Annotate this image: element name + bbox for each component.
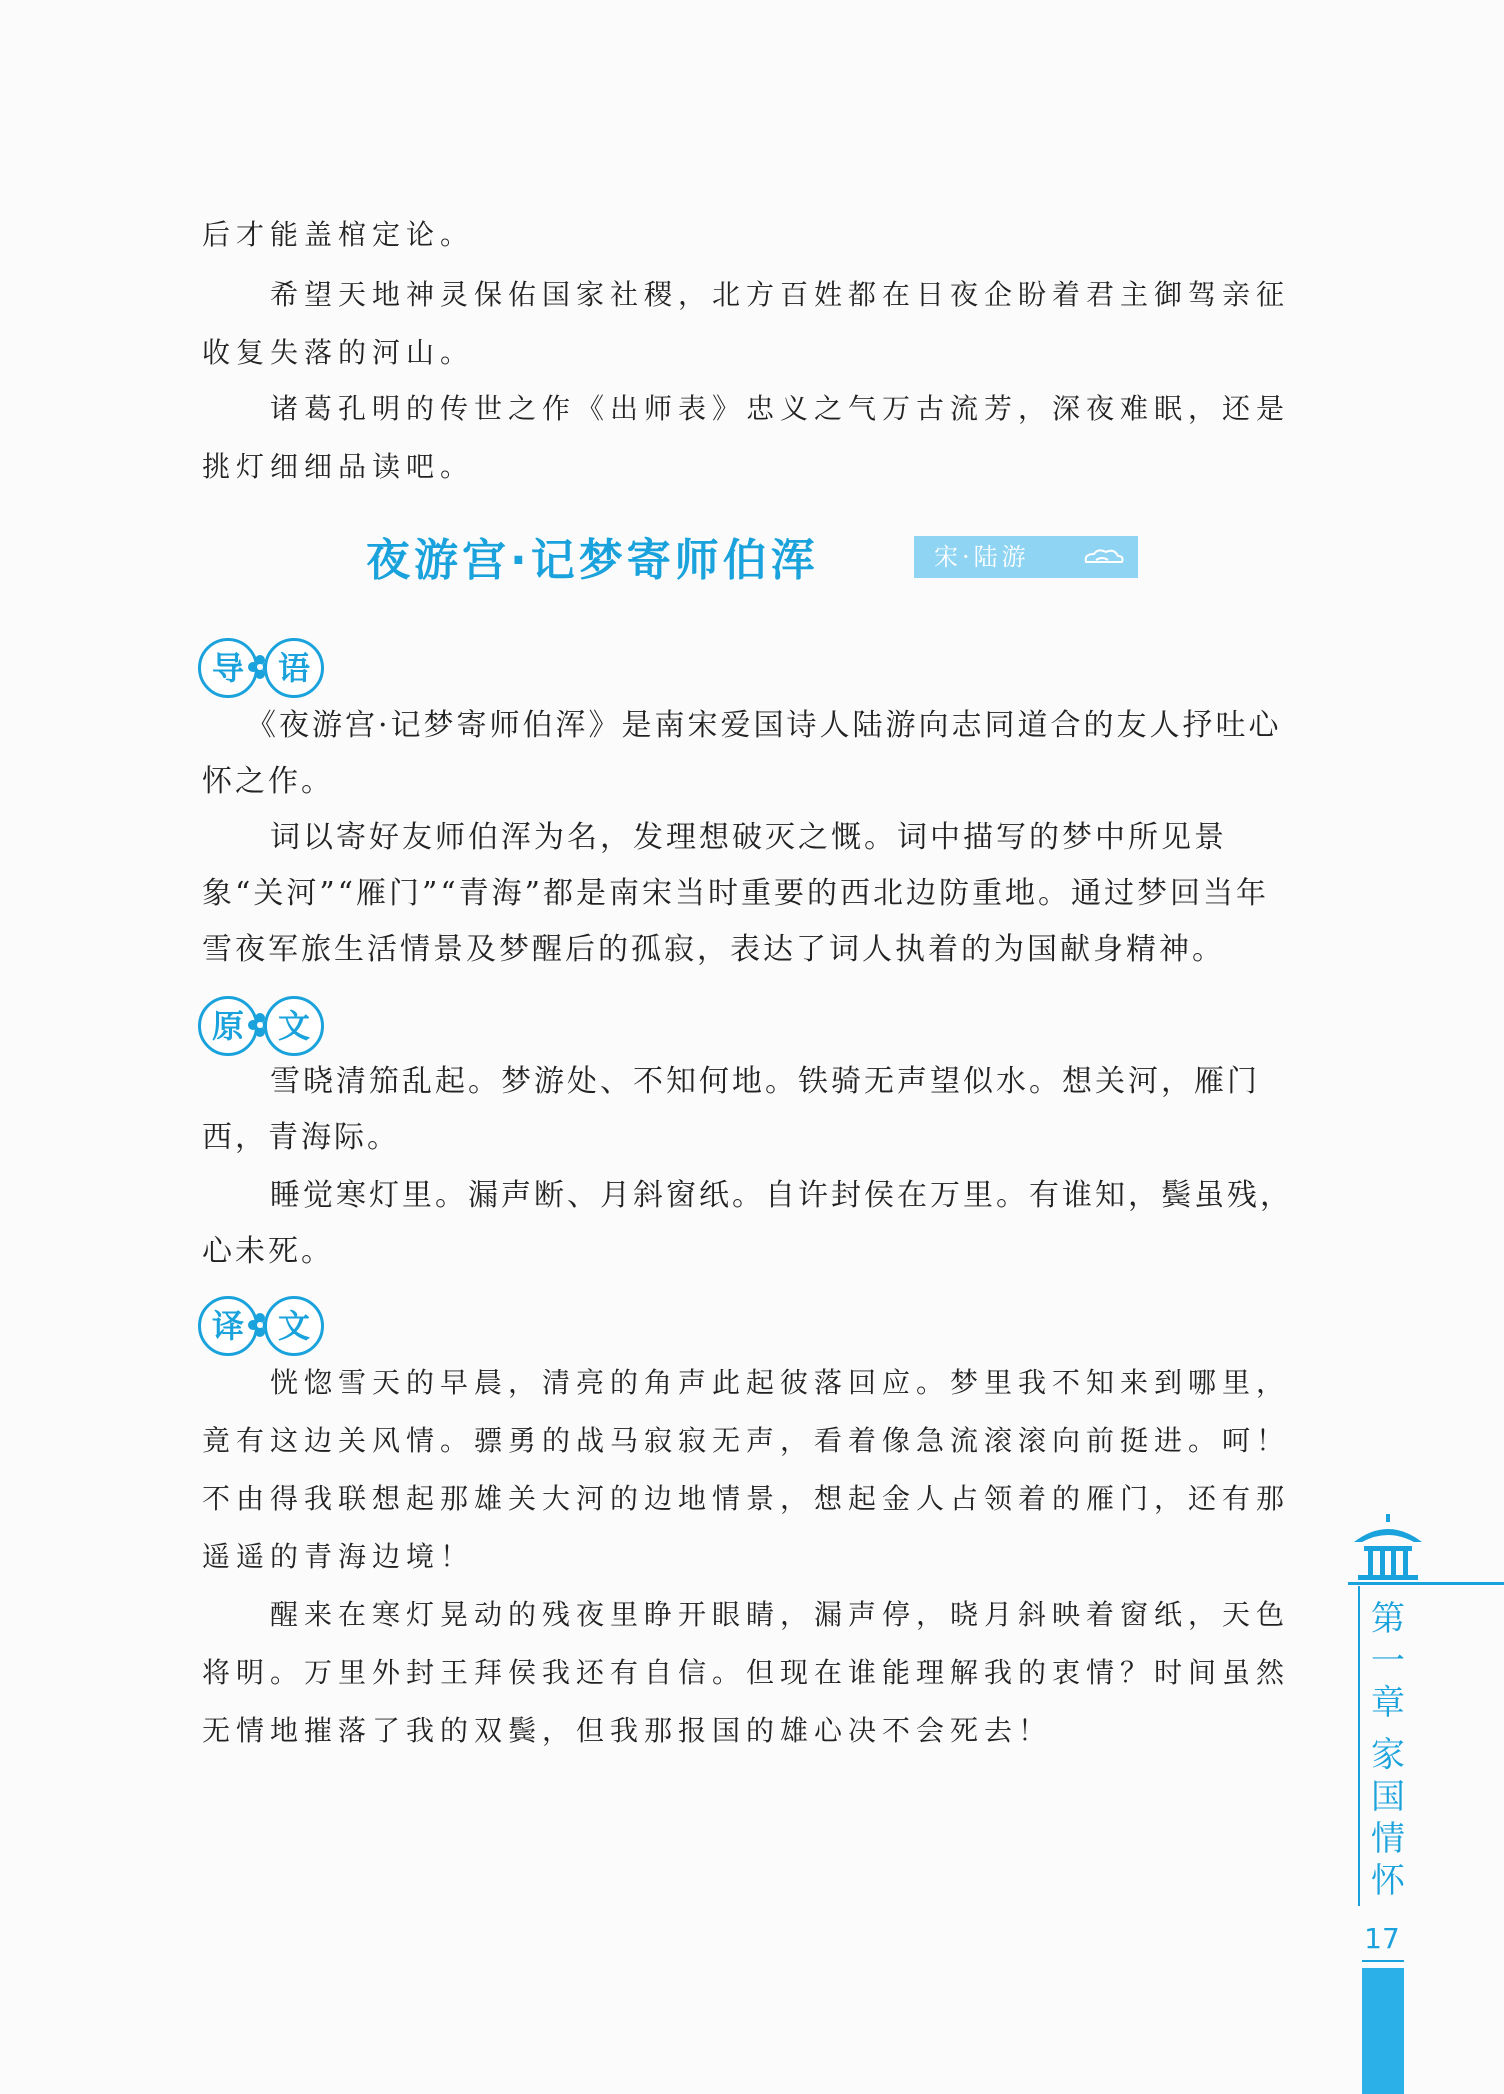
- sidebar-divider: [1348, 1582, 1504, 1585]
- chapter-char: 家: [1371, 1735, 1405, 1775]
- translation-badge: [198, 1296, 328, 1356]
- paragraph: 醒来在寒灯晃动的残夜里睁开眼睛，漏声停，晓月斜映着窗纸，天色将明。万里外封王拜侯我还有自信。但现在谁能理解我的衷情？时间虽然无情地摧落了我的双鬓，但我那报国的雄心决不会死去！: [202, 1598, 1291, 1747]
- paragraph: 雪晓清笳乱起。梦游处、不知何地。铁骑无声望似水。想关河，雁门西，青海际。: [202, 1064, 1260, 1155]
- poem-author: 宋·陆游: [934, 543, 1030, 571]
- chapter-char: 章: [1371, 1683, 1405, 1723]
- paragraph: 睡觉寒灯里。漏声断、月斜窗纸。自许封侯在万里。有谁知，鬓虽残，心未死。: [202, 1178, 1293, 1269]
- sidebar-bar: [1362, 1968, 1404, 2094]
- paragraph: 《夜游宫·记梦寄师伯浑》是南宋爱国诗人陆游向志同道合的友人抒吐心怀之作。: [202, 708, 1282, 799]
- cloud-icon: [1082, 546, 1126, 568]
- chapter-char: 情: [1371, 1819, 1405, 1859]
- badge-char: 导: [198, 638, 258, 698]
- badge-char: 文: [264, 996, 324, 1056]
- paragraph: 后才能盖棺定论。: [202, 218, 475, 251]
- badge-char: 文: [264, 1296, 324, 1356]
- paragraph: 诸葛孔明的传世之作《出师表》忠义之气万古流芳，深夜难眠，还是挑灯细细品读吧。: [202, 392, 1291, 483]
- badge-char: 原: [198, 996, 258, 1056]
- chapter-char: 一: [1371, 1641, 1405, 1681]
- sidebar-vertical-rule: [1358, 1586, 1360, 1906]
- chapter-char: 国: [1371, 1777, 1405, 1817]
- paragraph: 希望天地神灵保佑国家社稷，北方百姓都在日夜企盼着君主御驾亲征收复失落的河山。: [202, 278, 1291, 369]
- pavilion-icon: [1348, 1508, 1428, 1584]
- poem-title: 夜游宫·记梦寄师伯浑: [366, 535, 819, 586]
- paragraph: 词以寄好友师伯浑为名，发理想破灭之慨。词中描写的梦中所见景象“关河”“雁门”“青海”都是南宋当时重要的西北边防重地。通过梦回当年雪夜军旅生活情景及梦醒后的孤寂，表达了词人执着的为国献身精神。: [202, 820, 1270, 967]
- badge-char: 语: [264, 638, 324, 698]
- chapter-char: 怀: [1371, 1861, 1405, 1901]
- poem-author-tag: [914, 536, 1138, 578]
- chapter-label: [1364, 1598, 1412, 1902]
- original-badge: [198, 996, 328, 1056]
- badge-char: 译: [198, 1296, 258, 1356]
- page-number: 17: [1364, 1922, 1400, 1955]
- paragraph: 恍惚雪天的早晨，清亮的角声此起彼落回应。梦里我不知来到哪里，竟有这边关风情。骠勇的战马寂寂无声，看着像急流滚滚向前挺进。呵！不由得我联想起那雄关大河的边地情景，想起金人占领着的雁门，还有那遥遥的青海边境！: [202, 1366, 1291, 1573]
- intro-badge: [198, 638, 328, 698]
- page-number-underline: [1362, 1960, 1404, 1962]
- chapter-char: 第: [1371, 1599, 1405, 1639]
